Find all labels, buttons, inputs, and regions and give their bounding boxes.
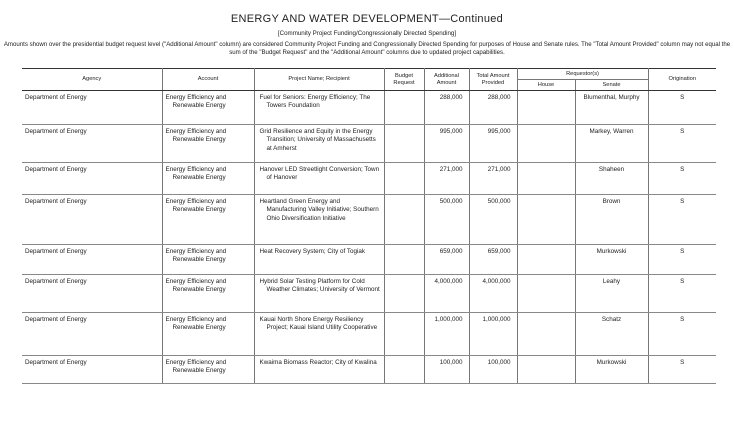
senate-requestor-cell: [575, 91, 648, 125]
table-row: [22, 163, 716, 195]
total-amount-cell: [469, 91, 517, 125]
account-cell: [162, 125, 254, 163]
project-cell: [254, 275, 384, 313]
project-cell: [254, 356, 384, 384]
senate-requestor-cell: [575, 356, 648, 384]
agency-cell-text: Department of Energy: [25, 94, 87, 101]
senate-requestor-cell-text: Schatz: [601, 316, 622, 323]
senate-requestor-cell-text: Shaheen: [598, 166, 625, 173]
origination-cell-text: S: [680, 278, 685, 285]
agency-cell: [22, 163, 162, 195]
account-cell-text: Energy Efficiency and Renewable Energy: [165, 248, 227, 264]
project-cell: [254, 125, 384, 163]
project-cell: [254, 313, 384, 356]
agency-cell: [22, 195, 162, 245]
senate-requestor-cell-text: Murkowski: [596, 359, 627, 366]
agency-cell-text: Department of Energy: [25, 359, 87, 366]
budget-request-cell: [384, 356, 424, 384]
agency-cell-text: Department of Energy: [25, 248, 87, 255]
senate-requestor-cell-text: Blumenthal, Murphy: [583, 94, 640, 101]
origination-cell: [648, 195, 716, 245]
total-amount-cell-text: 100,000: [487, 359, 511, 366]
total-amount-cell: [469, 125, 517, 163]
total-amount-cell-text: 500,000: [487, 198, 511, 205]
senate-requestor-cell-text: Brown: [602, 198, 621, 205]
senate-requestor-cell: [575, 125, 648, 163]
additional-amount-cell: [424, 245, 469, 275]
additional-amount-cell: [424, 91, 469, 125]
account-cell-text: Energy Efficiency and Renewable Energy: [165, 278, 227, 294]
budget-request-cell: [384, 125, 424, 163]
house-requestor-cell: [517, 356, 575, 384]
total-amount-cell: [469, 195, 517, 245]
col-header-requestors: Requestor(s): [517, 69, 648, 80]
col-header-origination: Origination: [648, 69, 716, 91]
agency-cell: [22, 245, 162, 275]
additional-amount-cell-text: 271,000: [439, 166, 463, 173]
col-header-additional-amount: Additional Amount: [424, 69, 469, 91]
additional-amount-cell-text: 995,000: [439, 128, 463, 135]
col-header-project: Project Name; Recipient: [254, 69, 384, 91]
agency-cell-text: Department of Energy: [25, 316, 87, 323]
senate-requestor-cell-text: Murkowski: [596, 248, 627, 255]
additional-amount-cell: [424, 163, 469, 195]
account-cell: [162, 275, 254, 313]
account-cell-text: Energy Efficiency and Renewable Energy: [165, 198, 227, 214]
account-cell: [162, 163, 254, 195]
origination-cell-text: S: [680, 359, 685, 366]
table-row: [22, 195, 716, 245]
agency-cell: [22, 91, 162, 125]
account-cell: [162, 356, 254, 384]
house-requestor-cell: [517, 245, 575, 275]
agency-cell: [22, 125, 162, 163]
senate-requestor-cell: [575, 245, 648, 275]
total-amount-cell-text: 288,000: [487, 94, 511, 101]
agency-cell-text: Department of Energy: [25, 128, 87, 135]
senate-requestor-cell: [575, 195, 648, 245]
account-cell-text: Energy Efficiency and Renewable Energy: [165, 316, 227, 332]
origination-cell-text: S: [680, 198, 685, 205]
col-header-budget-request: Budget Request: [384, 69, 424, 91]
project-cell-text: Heat Recovery System; City of Togiak: [259, 248, 366, 255]
agency-cell-text: Department of Energy: [25, 278, 87, 285]
account-cell: [162, 195, 254, 245]
house-requestor-cell: [517, 195, 575, 245]
project-cell-text: Grid Resilience and Equity in the Energy Transition; University of Massachusetts at Amherst: [259, 128, 376, 152]
col-header-total-amount: Total Amount Provided: [469, 69, 517, 91]
agency-cell: [22, 356, 162, 384]
account-cell: [162, 313, 254, 356]
project-cell-text: Fuel for Seniors: Energy Efficiency; The Towers Foundation: [259, 94, 371, 110]
origination-cell: [648, 313, 716, 356]
origination-cell-text: S: [680, 248, 685, 255]
senate-requestor-cell: [575, 163, 648, 195]
origination-cell-text: S: [680, 94, 685, 101]
table-row: [22, 125, 716, 163]
additional-amount-cell: [424, 195, 469, 245]
project-cell: [254, 245, 384, 275]
project-cell-text: Kwaima Biomass Reactor; City of Kwalina: [259, 359, 377, 366]
page-subtitle: [Community Project Funding/Congressionally Directed Spending]: [277, 30, 457, 37]
project-cell-text: Hanover LED Streetlight Conversion; Town of Hanover: [259, 166, 380, 182]
total-amount-cell-text: 995,000: [487, 128, 511, 135]
project-cell-text: Kauai North Shore Energy Resiliency Project; Kauai Island Utility Cooperative: [259, 316, 378, 332]
senate-requestor-cell-text: Leahy: [602, 278, 621, 285]
senate-requestor-cell: [575, 275, 648, 313]
total-amount-cell: [469, 275, 517, 313]
house-requestor-cell: [517, 313, 575, 356]
budget-request-cell: [384, 275, 424, 313]
table-row: [22, 91, 716, 125]
senate-requestor-cell: [575, 313, 648, 356]
col-header-house: House: [517, 80, 575, 91]
house-requestor-cell: [517, 91, 575, 125]
additional-amount-cell: [424, 313, 469, 356]
budget-request-cell: [384, 195, 424, 245]
project-cell-text: Heartland Green Energy and Manufacturing Valley Initiative; Southern Ohio Diversification Initiative: [259, 198, 379, 222]
explanatory-note: Amounts shown over the presidential budget request level ("Additional Amount" column) are considered Community Project Funding and Congressionally Directed Spending for purposes of House and Senate rules. The "Total Amount Provided" column may not equal the sum of the "Budget Request" and the "Additional Amount" columns due to updated project capabilities.: [3, 41, 731, 56]
agency-cell-text: Department of Energy: [25, 198, 87, 205]
budget-request-cell: [384, 163, 424, 195]
project-cell: [254, 195, 384, 245]
col-header-account: Account: [162, 69, 254, 91]
total-amount-cell-text: 4,000,000: [482, 278, 511, 285]
total-amount-cell-text: 271,000: [487, 166, 511, 173]
house-requestor-cell: [517, 163, 575, 195]
project-cell: [254, 163, 384, 195]
origination-cell-text: S: [680, 128, 685, 135]
origination-cell: [648, 275, 716, 313]
account-cell: [162, 245, 254, 275]
total-amount-cell-text: 1,000,000: [482, 316, 511, 323]
total-amount-cell: [469, 163, 517, 195]
total-amount-cell: [469, 245, 517, 275]
table-row: [22, 275, 716, 313]
origination-cell: [648, 91, 716, 125]
senate-requestor-cell-text: Markey, Warren: [589, 128, 634, 135]
additional-amount-cell-text: 4,000,000: [434, 278, 463, 285]
table-row: [22, 245, 716, 275]
col-header-agency: Agency: [22, 69, 162, 91]
table-row: [22, 356, 716, 384]
origination-cell-text: S: [680, 166, 685, 173]
account-cell-text: Energy Efficiency and Renewable Energy: [165, 94, 227, 110]
house-requestor-cell: [517, 125, 575, 163]
account-cell-text: Energy Efficiency and Renewable Energy: [165, 128, 227, 144]
account-cell: [162, 91, 254, 125]
budget-request-cell: [384, 313, 424, 356]
additional-amount-cell-text: 659,000: [439, 248, 463, 255]
additional-amount-cell: [424, 275, 469, 313]
projects-table: [22, 68, 716, 384]
budget-request-cell: [384, 245, 424, 275]
budget-request-cell: [384, 91, 424, 125]
table-row: [22, 313, 716, 356]
col-header-senate: Senate: [575, 80, 648, 91]
origination-cell: [648, 245, 716, 275]
origination-cell: [648, 125, 716, 163]
total-amount-cell: [469, 356, 517, 384]
additional-amount-cell: [424, 356, 469, 384]
agency-cell-text: Department of Energy: [25, 166, 87, 173]
origination-cell-text: S: [680, 316, 685, 323]
house-requestor-cell: [517, 275, 575, 313]
account-cell-text: Energy Efficiency and Renewable Energy: [165, 166, 227, 182]
origination-cell: [648, 163, 716, 195]
total-amount-cell: [469, 313, 517, 356]
additional-amount-cell-text: 288,000: [439, 94, 463, 101]
additional-amount-cell-text: 100,000: [439, 359, 463, 366]
additional-amount-cell-text: 1,000,000: [434, 316, 463, 323]
project-cell: [254, 91, 384, 125]
origination-cell: [648, 356, 716, 384]
agency-cell: [22, 275, 162, 313]
agency-cell: [22, 313, 162, 356]
additional-amount-cell: [424, 125, 469, 163]
project-cell-text: Hybrid Solar Testing Platform for Cold Weather Climates; University of Vermont: [259, 278, 380, 294]
additional-amount-cell-text: 500,000: [439, 198, 463, 205]
account-cell-text: Energy Efficiency and Renewable Energy: [165, 359, 227, 375]
total-amount-cell-text: 659,000: [487, 248, 511, 255]
page-title: ENERGY AND WATER DEVELOPMENT—Continued: [230, 13, 504, 25]
